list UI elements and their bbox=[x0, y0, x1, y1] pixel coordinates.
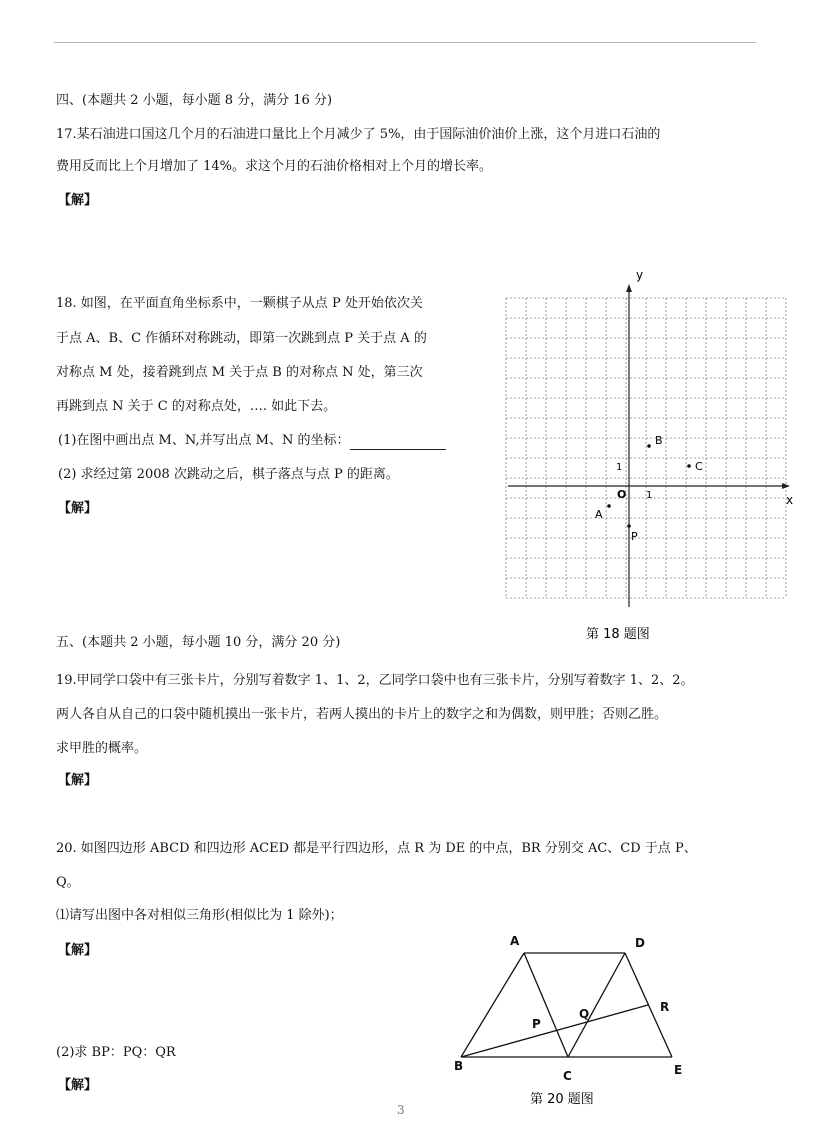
segment-ab bbox=[461, 953, 524, 1057]
q18-part1-text: (1)在图中画出点 M、N,并写出点 M、N 的坐标： bbox=[58, 433, 350, 448]
point-label-b: B bbox=[454, 1059, 464, 1073]
point-label-d: D bbox=[635, 936, 645, 950]
top-rule bbox=[54, 42, 756, 43]
q18-answer-blank bbox=[350, 436, 446, 450]
q19-text-line2: 两人各自从自己的口袋中随机摸出一张卡片，若两人摸出的卡片上的数字之和为偶数，则甲胜；否则乙胜。 bbox=[56, 707, 668, 722]
q18-axis-x-label: x bbox=[786, 493, 794, 507]
q20-part1: ⑴请写出图中各对相似三角形(相似比为 1 除外)； bbox=[56, 908, 343, 923]
q20-answer1-label: 【解】 bbox=[58, 943, 98, 958]
q18-points bbox=[595, 434, 703, 543]
section-4-header: 四、(本题共 2 小题，每小题 8 分，满分 16 分) bbox=[56, 93, 333, 108]
point-label-e: E bbox=[674, 1063, 683, 1077]
point-label-p: P bbox=[532, 1017, 541, 1031]
q18-coordinate-figure bbox=[500, 262, 800, 652]
point-label-c: C bbox=[563, 1069, 572, 1083]
q18-grid bbox=[506, 298, 786, 598]
q17-answer-label: 【解】 bbox=[58, 193, 98, 208]
q20-figure-caption: 第 20 题图 bbox=[530, 1092, 594, 1107]
q19-text-line3: 求甲胜的概率。 bbox=[56, 741, 148, 756]
point-label-a: A bbox=[595, 508, 603, 521]
q18-text-line1: 18. 如图，在平面直角坐标系中，一颗棋子从点 P 处开始依次关 bbox=[56, 296, 423, 311]
q20-answer2-label: 【解】 bbox=[58, 1078, 98, 1093]
point-label-b: B bbox=[655, 434, 663, 447]
q18-unit-x-label: 1 bbox=[646, 490, 653, 501]
q18-unit-y-label: 1 bbox=[616, 462, 623, 473]
q20-figure-lines bbox=[461, 953, 672, 1057]
segment-cd bbox=[568, 953, 625, 1057]
q19-text-line1: 19.甲同学口袋中有三张卡片，分别写着数字 1、1、2，乙同学口袋中也有三张卡片，分别写着数字 1、2、2。 bbox=[56, 673, 694, 688]
q18-part1 bbox=[58, 432, 446, 450]
point-c bbox=[687, 464, 691, 468]
point-label-r: R bbox=[660, 1000, 670, 1014]
q18-axis-y-label: y bbox=[636, 268, 644, 282]
point-label-a: A bbox=[510, 934, 520, 948]
segment-ac bbox=[524, 953, 568, 1057]
q20-part2: (2)求 BP：PQ：QR bbox=[56, 1045, 176, 1060]
point-a bbox=[607, 504, 611, 508]
q18-origin-label: O bbox=[617, 488, 627, 501]
q17-text-line2: 费用反而比上个月增加了 14%。求这个月的石油价格相对上个月的增长率。 bbox=[56, 159, 493, 174]
q18-text-line4: 再跳到点 N 关于 C 的对称点处，…. 如此下去。 bbox=[56, 399, 337, 414]
q18-part2: (2) 求经过第 2008 次跳动之后，棋子落点与点 P 的距离。 bbox=[58, 467, 399, 482]
q17-text-line1: 17.某石油进口国这几个月的石油进口量比上个月减少了 5%，由于国际油价油价上涨，这个月进口石油的 bbox=[56, 127, 661, 142]
point-label-p: P bbox=[631, 530, 638, 543]
segment-br bbox=[461, 1005, 648, 1057]
q20-geometry-figure bbox=[440, 925, 710, 1110]
page-number: 3 bbox=[397, 1103, 405, 1117]
point-b bbox=[647, 444, 651, 448]
q18-figure-caption: 第 18 题图 bbox=[586, 627, 650, 642]
point-label-q: Q bbox=[579, 1007, 590, 1021]
q20-text-line2: Q。 bbox=[56, 875, 80, 890]
q20-text-line1: 20. 如图四边形 ABCD 和四边形 ACED 都是平行四边形，点 R 为 DE 的中点，BR 分别交 AC、CD 于点 P、 bbox=[56, 841, 697, 856]
q18-answer-label: 【解】 bbox=[58, 501, 98, 516]
q19-answer-label: 【解】 bbox=[58, 773, 98, 788]
q18-text-line2: 于点 A、B、C 作循环对称跳动，即第一次跳到点 P 关于点 A 的 bbox=[56, 331, 427, 346]
q18-text-line3: 对称点 M 处，接着跳到点 M 关于点 B 的对称点 N 处，第三次 bbox=[56, 365, 423, 380]
q18-y-arrow-icon bbox=[626, 284, 632, 292]
point-p bbox=[627, 524, 631, 528]
section-5-header: 五、(本题共 2 小题，每小题 10 分，满分 20 分) bbox=[56, 635, 341, 650]
point-label-c: C bbox=[695, 460, 703, 473]
